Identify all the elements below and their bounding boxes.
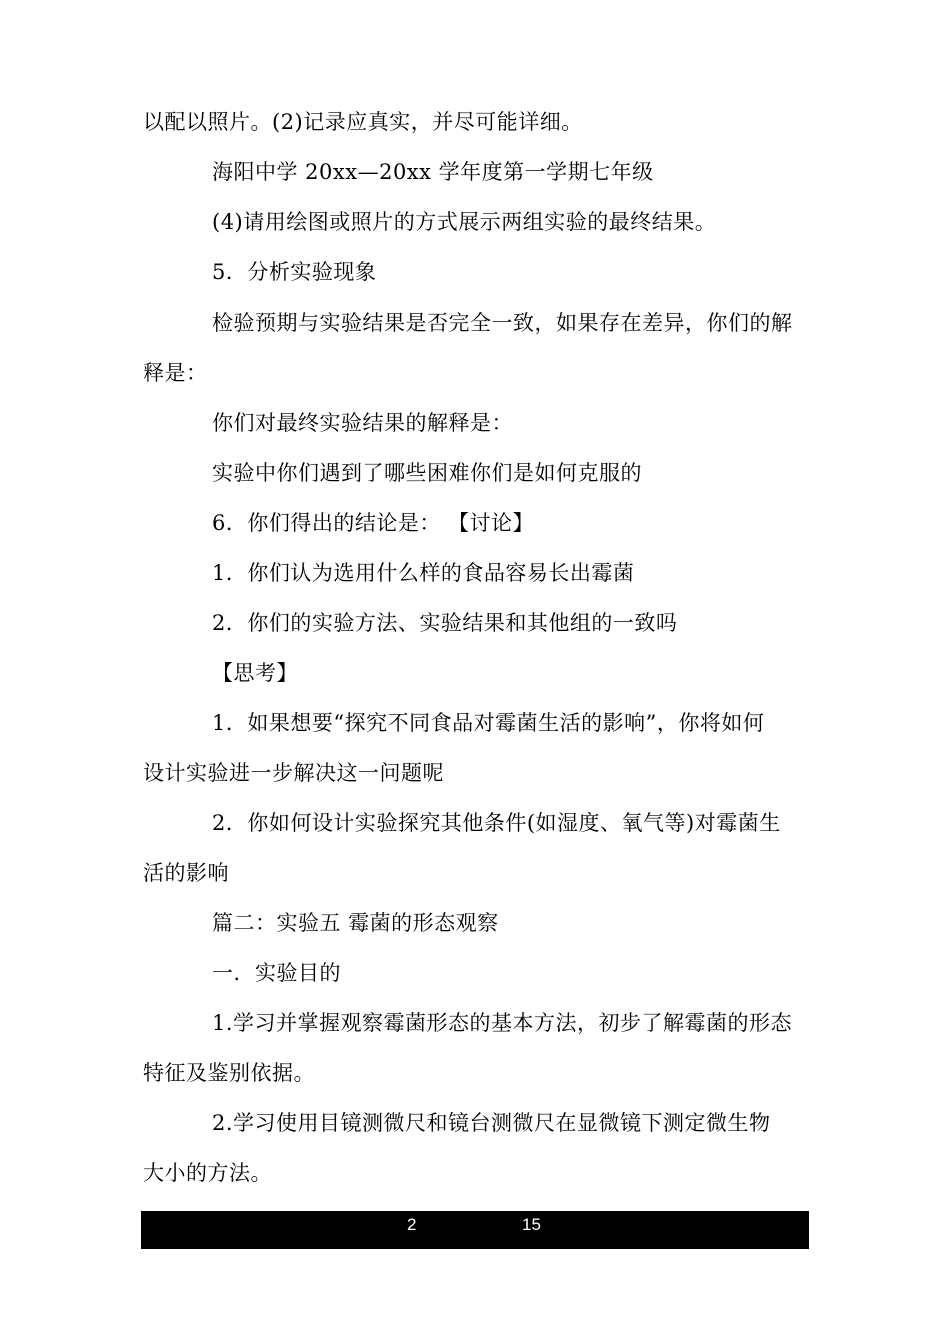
section-heading: 【思考】 [212,661,298,685]
list-item: 1．你们认为选用什么样的食品容易长出霉菌 [212,561,635,585]
section-heading: 一．实验目的 [212,961,341,985]
text-line: (4)请用绘图或照片的方式展示两组实验的最终结果。 [212,210,717,234]
section-heading: 篇二：实验五 霉菌的形态观察 [212,911,499,935]
text-line: 设计实验进一步解决这一问题呢 [143,761,444,785]
text-line: 特征及鉴别依据。 [143,1061,315,1085]
list-item: 2．你如何设计实验探究其他条件(如湿度、氧气等)对霉菌生 [212,811,781,835]
text-line: 实验中你们遇到了哪些困难你们是如何克服的 [212,461,642,485]
text-line: 活的影响 [143,861,229,885]
text-line: 释是： [143,361,208,385]
list-item: 1．如果想要“探究不同食品对霉菌生活的影响”，你将如何 [212,711,765,735]
section-heading: 5．分析实验现象 [212,260,377,284]
list-item: 1.学习并掌握观察霉菌形态的基本方法，初步了解霉菌的形态 [212,1011,793,1035]
total-pages: 15 [522,1215,541,1234]
text-line: 你们对最终实验结果的解释是： [212,411,513,435]
list-item: 2．你们的实验方法、实验结果和其他组的一致吗 [212,611,678,635]
page-footer-bar [141,1211,809,1249]
list-item: 2.学习使用目镜测微尺和镜台测微尺在显微镜下测定微生物 [212,1111,771,1135]
page-number: 2 [407,1215,417,1234]
text-line: 检验预期与实验结果是否完全一致，如果存在差异，你们的解 [212,311,793,335]
text-line: 海阳中学 20xx—20xx 学年度第一学期七年级 [212,160,654,184]
text-line: 以配以照片。(2)记录应真实，并尽可能详细。 [143,110,583,134]
section-heading: 6．你们得出的结论是： 【讨论】 [212,511,535,535]
text-line: 大小的方法。 [143,1161,272,1185]
